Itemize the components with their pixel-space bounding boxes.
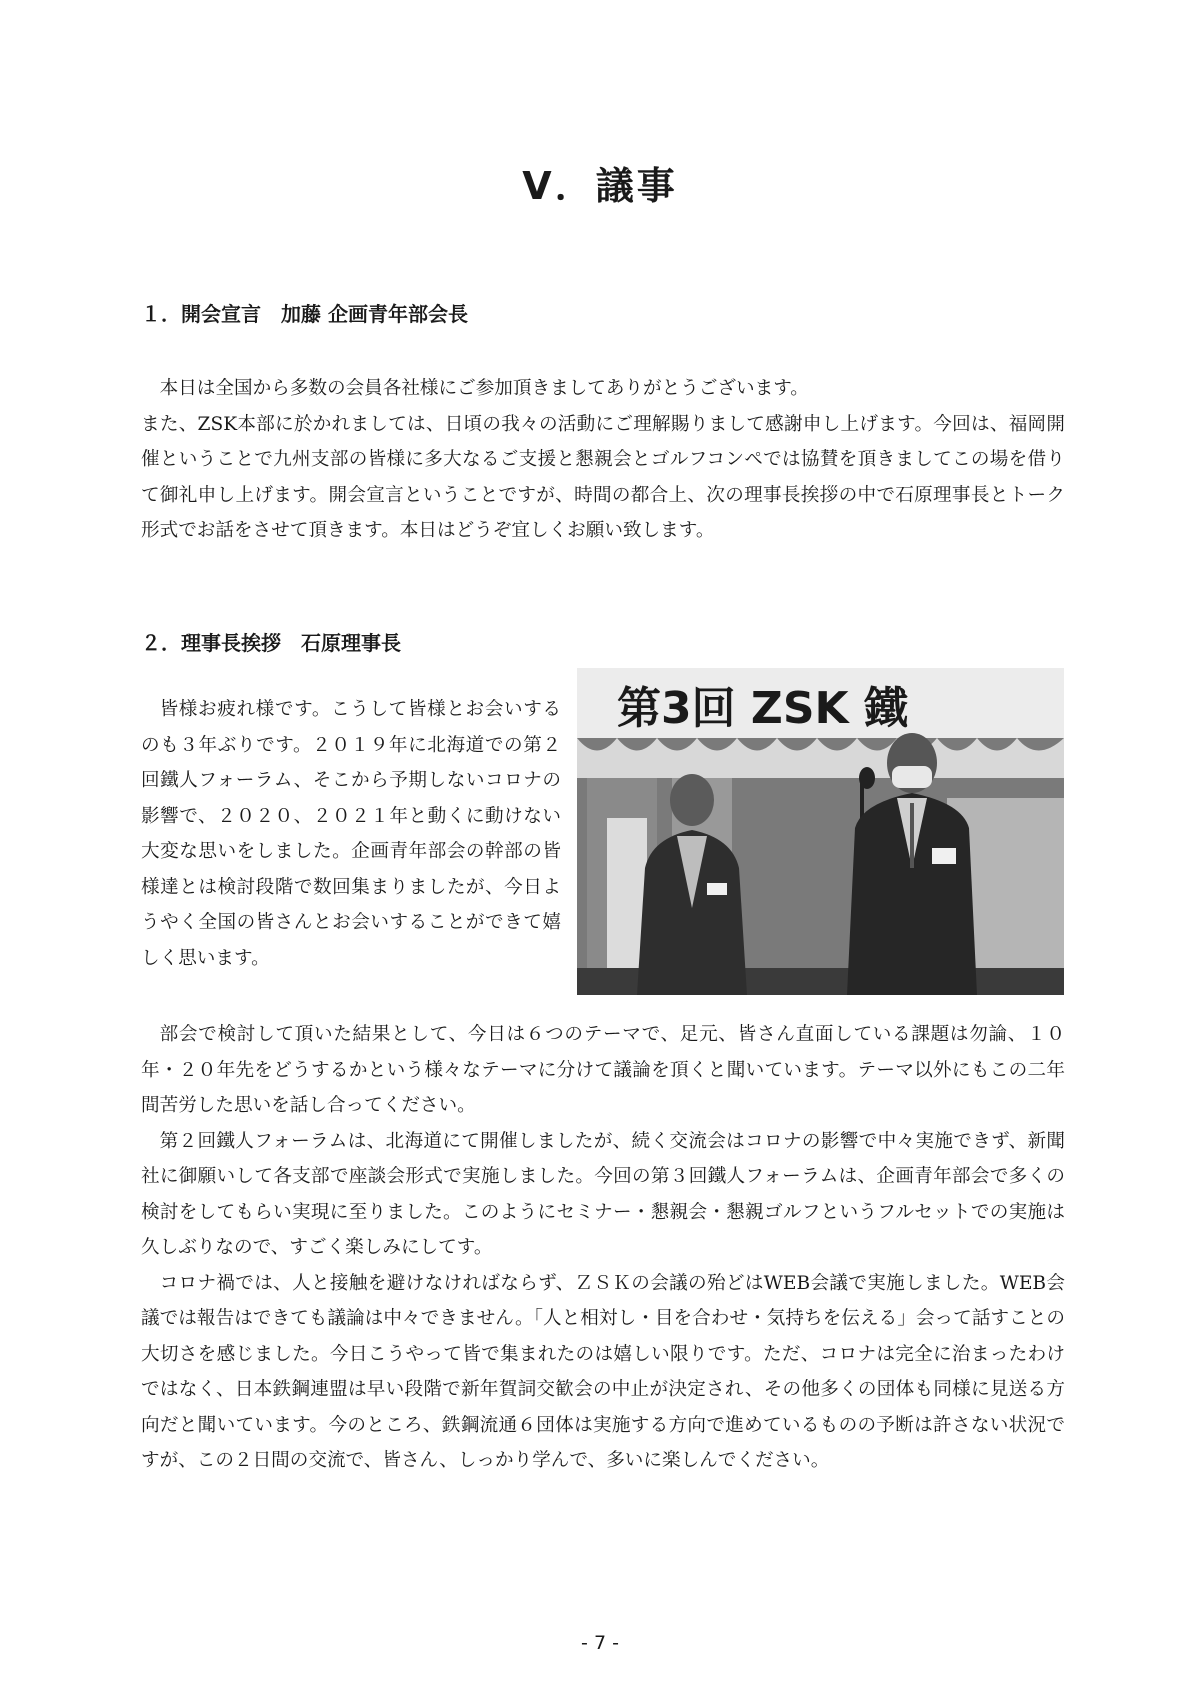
section-1-body <box>141 371 1065 549</box>
section-1-heading: １．開会宣言 加藤 企画青年部会長 <box>141 302 468 326</box>
section-2-body <box>141 1017 1065 1479</box>
page-title: V．議事 <box>522 164 678 208</box>
section-2-paragraph-4: コロナ禍では、人と接触を避けなければならず、ＺＳＫの会議の殆どはWEB会議で実施しました。WEB会議では報告はできても議論は中々できません。「人と相対し・目を合わせ・気持ちを伝える」会って話すことの大切さを感じました。今日こうやって皆で集まれたのは嬉しい限りです。ただ、コロナは完全に治まったわけではなく、日本鉄鋼連盟は早い段階で新年賀詞交歓会の中止が決定され、その他多くの団体も同様に見送る方向だと聞いています。今のところ、鉄鋼流通６団体は実施する方向で進めているものの予断は許さない状況ですが、この２日間の交流で、皆さん、しっかり学んで、多いに楽しんでください。 <box>141 1272 1065 1471</box>
page-number: - 7 - <box>581 1632 619 1654</box>
banner-text: 第3回 ZSK 鐵 <box>617 683 908 734</box>
section-2-heading: ２．理事長挨拶 石原理事長 <box>141 631 401 655</box>
section-2-paragraph-3: 第２回鐵人フォーラムは、北海道にて開催しましたが、続く交流会はコロナの影響で中々実施できず、新聞社に御願いして各支部で座談会形式で実施しました。今回の第３回鐵人フォーラムは、企画青年部会で多くの検討をしてもらい実現に至りました。このようにセミナー・懇親会・懇親ゴルフというフルセットでの実施は久しぶりなので、すごく楽しみにしてす。 <box>141 1130 1065 1258</box>
section-2-wrapped-paragraph: 皆様お疲れ様です。こうして皆様とお会いするのも３年ぶりです。２０１９年に北海道での第２回鐵人フォーラム、そこから予期しないコロナの影響で、２０２０、２０２１年と動くに動けない大変な思いをしました。企画青年部会の幹部の皆様達とは検討段階で数回集まりましたが、今日ようやく全国の皆さんとお会いすることができて嬉しく思います。 <box>141 699 561 969</box>
section-1-line-1: 本日は全国から多数の会員各社様にご参加頂きましてありがとうございます。 <box>159 378 809 399</box>
section-1-paragraph: また、ZSK本部に於かれましては、日頃の我々の活動にご理解賜りまして感謝申し上げます。今回は、福岡開催ということで九州支部の皆様に多大なるご支援と懇親会とゴルフコンペでは協賛を頂きましてこの場を借りて御礼申し上げます。開会宣言ということですが、時間の都合上、次の理事長挨拶の中で石原理事長とトーク形式でお話をさせて頂きます。本日はどうぞ宜しくお願い致します。 <box>141 413 1065 541</box>
event-photo <box>577 668 1064 995</box>
section-2-paragraph-2: 部会で検討して頂いた結果として、今日は６つのテーマで、足元、皆さん直面している課題は勿論、１０年・２０年先をどうするかという様々なテーマに分けて議論を頂くと聞いています。テーマ以外にもこの二年間苦労した思いを話し合ってください。 <box>141 1024 1065 1116</box>
